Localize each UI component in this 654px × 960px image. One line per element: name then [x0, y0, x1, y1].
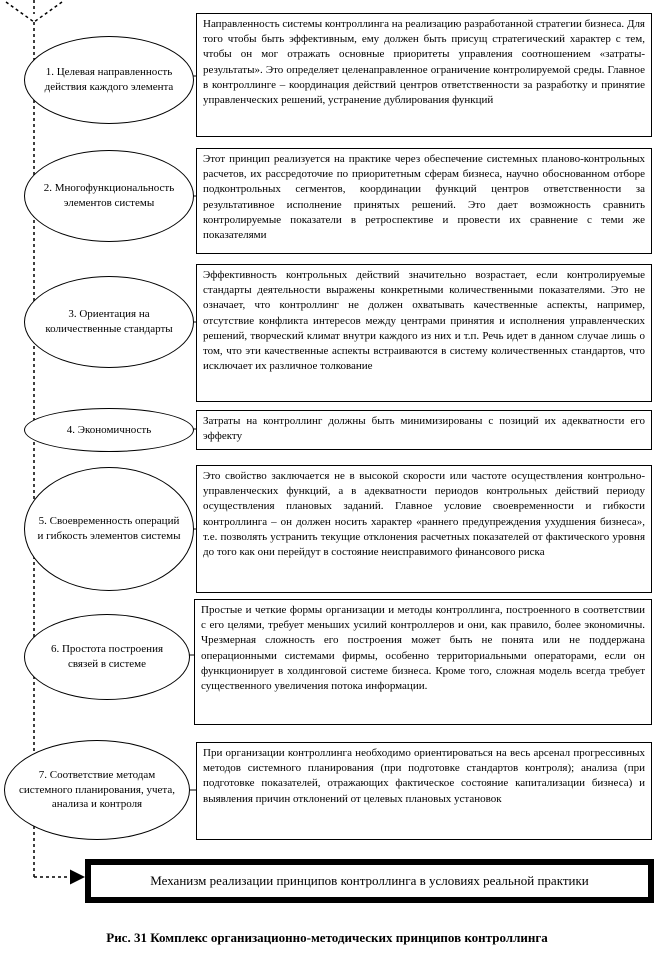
principle-label-5: 5. Своевременность операций и гибкость элементов системы: [37, 515, 181, 542]
principle-description-2: Этот принцип реализуется на практике через обеспечение системных планово-контрольных расчетов, их рассредоточие по приоритетным сферам бизнеса, научно обоснованном отборе подконтрольных сегментов, координации функций центров ответственности за результативное исполнение принятых решений. Это дает возможность сравнить контролируемые показатели в ретроспективе и провести их сравнение с теми же показателями: [196, 148, 652, 254]
principle-description-6: Простые и четкие формы организации и методы контроллинга, построенного в соответствии с его целями, требует меньших усилий контроллеров и они, как правило, более экономичны. Чрезмерная сложность его построения может быть не понята или не поддержана операционными системами фирмы, особенно территориальными операторами, если он функционирует в холдинговой системе бизнеса. Кроме того, сложная модель всегда требует существенного увеличения потока информации.: [194, 599, 652, 725]
principle-label-4: 4. Экономичность: [66, 423, 152, 436]
principle-oval-3: [24, 276, 194, 368]
result-box: [85, 859, 654, 903]
principle-label-7: 7. Соответствие методам системного планирования, учета, анализа и контроля: [19, 768, 175, 811]
figure-caption: Рис. 31 Комплекс организационно-методических принципов контроллинга: [106, 930, 548, 945]
result-box-text: Механизм реализации принципов контроллинга в условиях реальной практики: [150, 873, 589, 888]
top-converge-left: [6, 2, 34, 22]
principle-oval-1: [24, 36, 194, 124]
principle-label-3: 3. Ориентация на количественные стандарты: [45, 308, 173, 335]
principle-oval-7: [4, 740, 190, 840]
principle-oval-4: [24, 408, 194, 452]
principle-description-5: Это свойство заключается не в высокой скорости или частоте осуществления контрольно-управленческих функций, а в адекватности периодов контрольных действий периоду осуществления плановых заданий. Главное условие своевременности и гибкости контроллинга – он должен носить характер «раннего предупреждения ухудшения бизнеса», т.е. позволять устранить текущие отклонения расчетных показателей от фактического уровня до того как они перейдут в состояние неисправимого финансового риска: [196, 465, 652, 593]
principle-oval-5: [24, 467, 194, 591]
principle-label-6: 6. Простота построения связей в системе: [50, 643, 164, 670]
principle-description-1: Направленность системы контроллинга на реализацию разработанной стратегии бизнеса. Для того чтобы быть эффективным, ему должен быть присущ стратегический характер с тем, чтобы он мог отражать основные приоритеты управления соотношением «затраты-результаты». Это определяет целенаправленное ограничение контролируемой среды. Главное в контроллинге – координация действий центров ответственности за разработку и принятие управленческих решений, устранение дублирования функций: [196, 13, 652, 137]
principle-label-2: 2. Многофункциональность элементов системы: [43, 182, 175, 209]
principle-description-7: При организации контроллинга необходимо ориентироваться на весь арсенал прогрессивных методов системного планирования (при подготовке стандартов контроля); анализа (при подготовке показателей, отражающих фактическое состояние капитализации бизнеса) и выявления причин отклонений от целевых плановых установок: [196, 742, 652, 840]
top-converge-right: [34, 2, 62, 22]
principle-oval-6: [24, 614, 190, 700]
principle-label-1: 1. Целевая направленность действия каждого элемента: [44, 66, 174, 93]
principle-description-3: Эффективность контрольных действий значительно возрастает, если контролируемые стандарты деятельности выражены конкретными количественными показателями. Это не означает, что контроллинг не должен охватывать качественные аспекты, например, отсутствие конфликта интересов между центрами принятия и исполнения управленческих решений, творческий климат внутри каждого из них и т.п. Речь идет в данном случае лишь о том, что эти качественные аспекты встраиваются в систему количественных стандартов, что исключает их различное толкование: [196, 264, 652, 402]
principle-description-4: Затраты на контроллинг должны быть минимизированы с позиций их адекватности его эффекту: [196, 410, 652, 450]
principle-oval-2: [24, 150, 194, 242]
